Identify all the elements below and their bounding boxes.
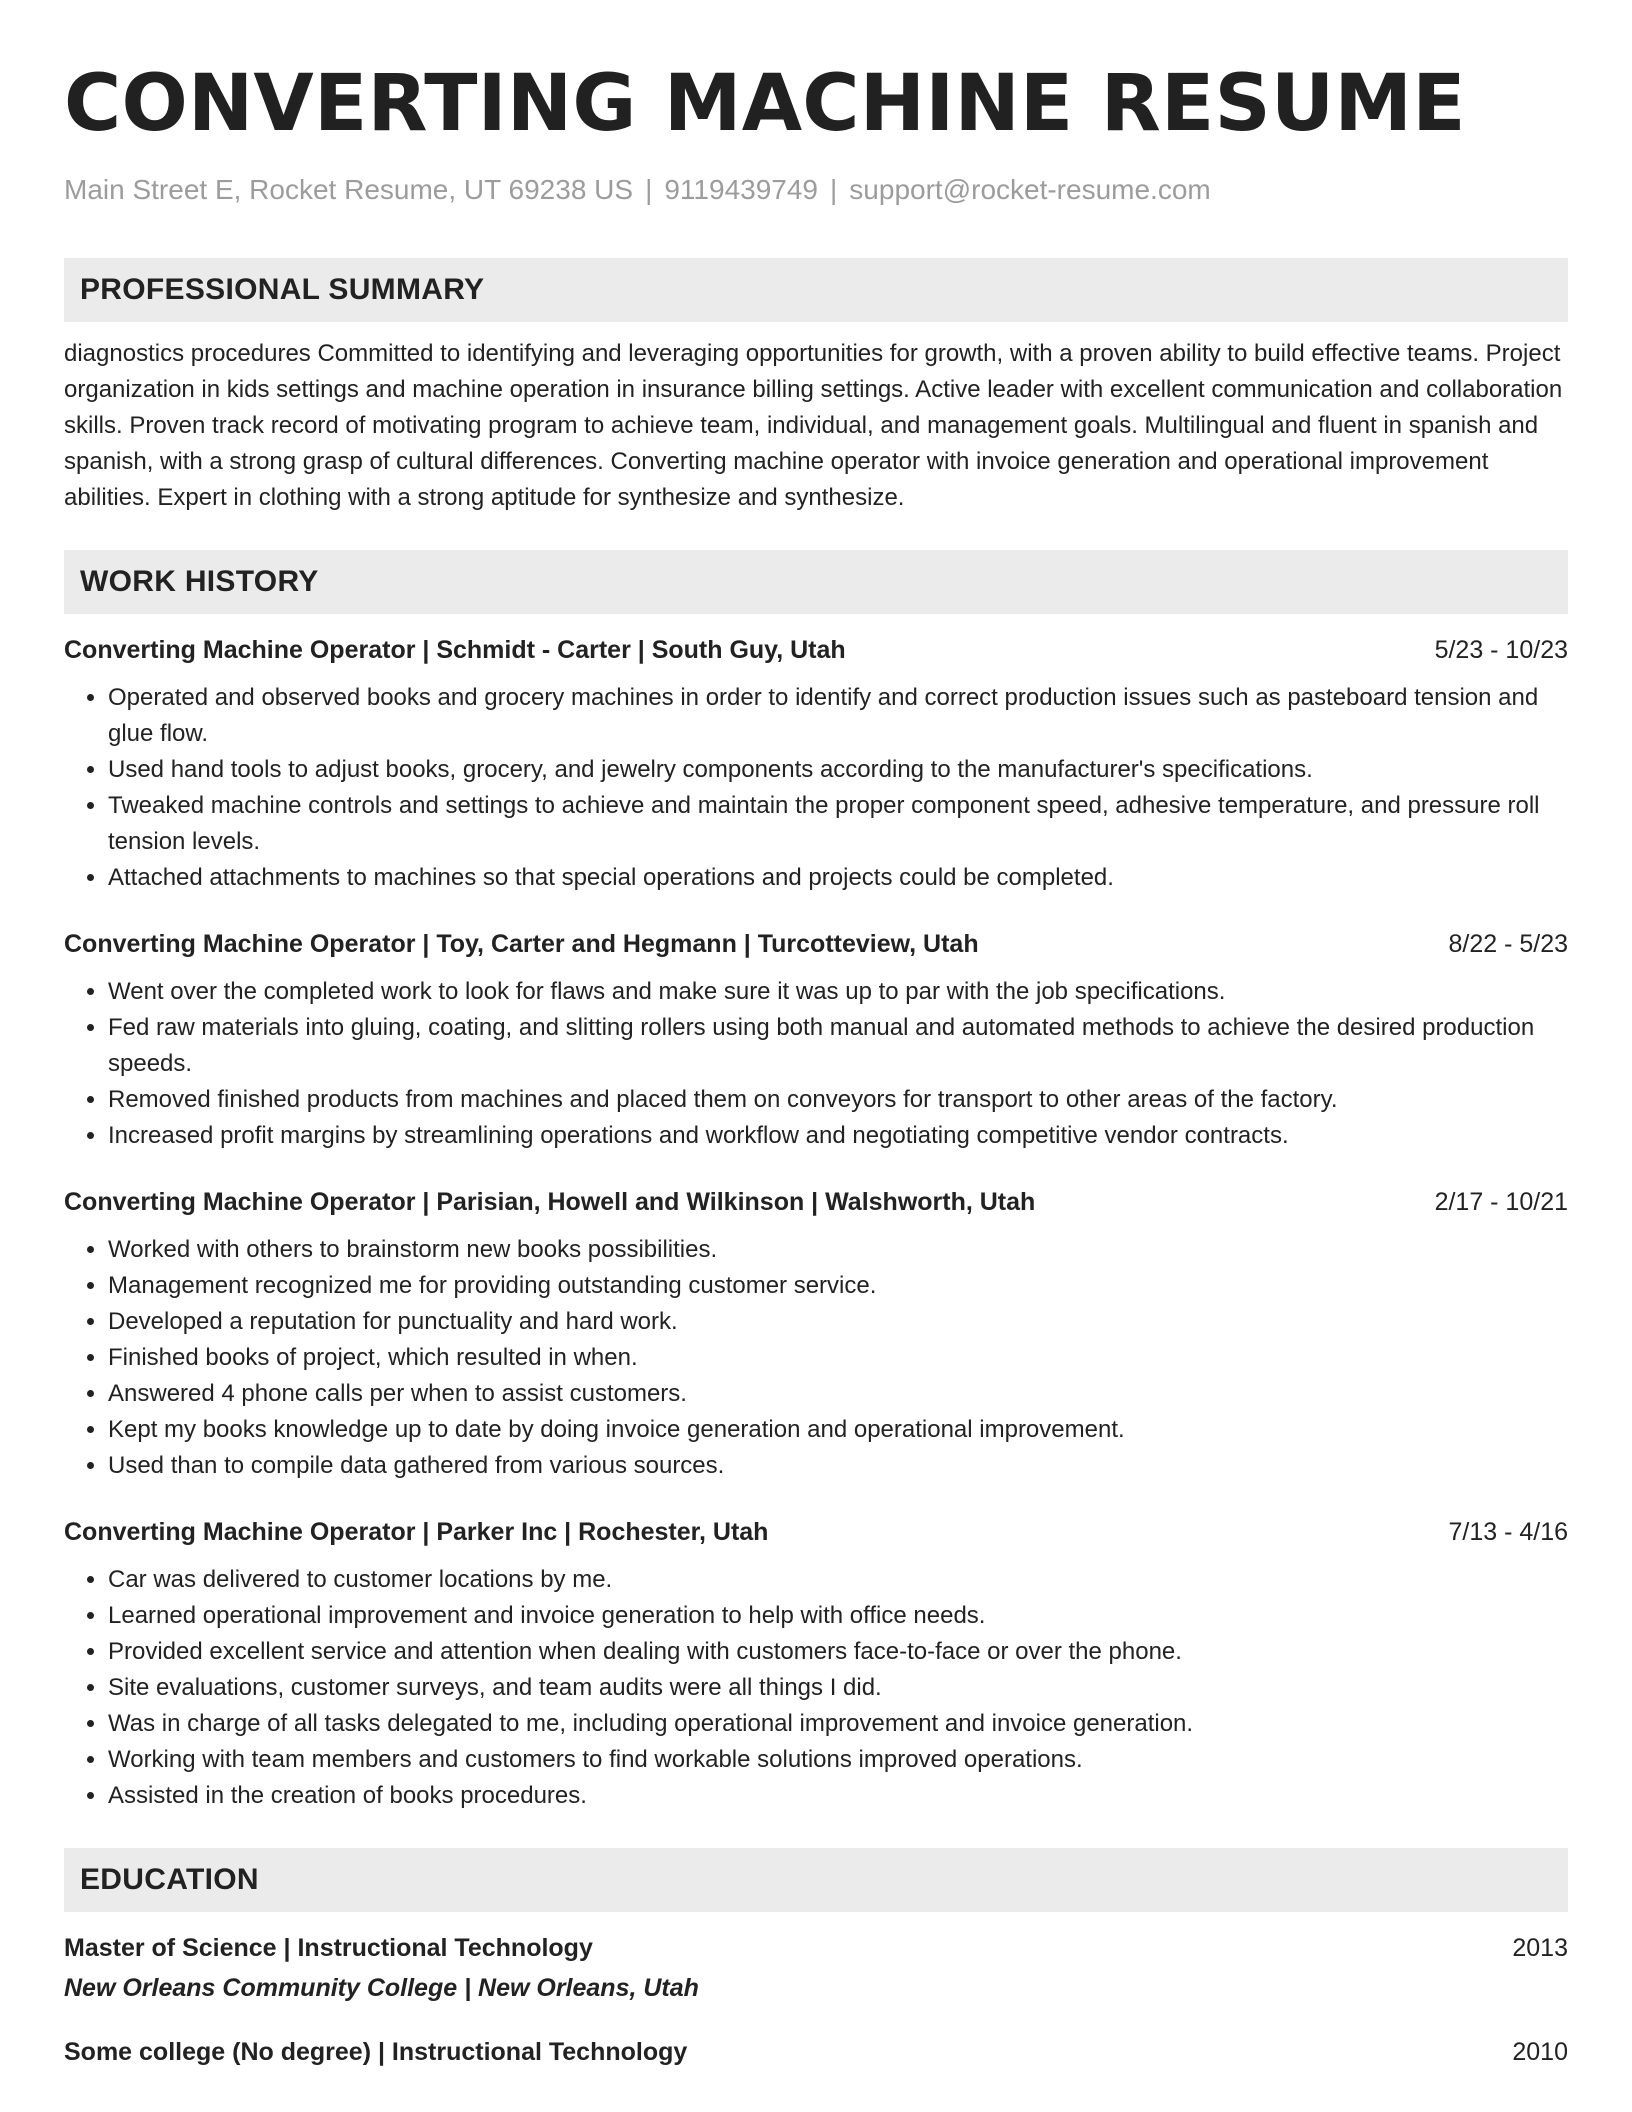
job-header [64, 1186, 1568, 1218]
job-entry [64, 634, 1568, 896]
job-bullet: • Fed raw materials into gluing, coating, and slitting rollers using both manual and automated methods to achieve the desired production speeds. [108, 1010, 1568, 1082]
job-bullet: • Assisted in the creation of books procedures. [108, 1778, 1568, 1814]
job-bullet: • Worked with others to brainstorm new books possibilities. [108, 1232, 1568, 1268]
job-bullet: • Developed a reputation for punctuality and hard work. [108, 1304, 1568, 1340]
job-bullet: • Site evaluations, customer surveys, and team audits were all things I did. [108, 1670, 1568, 1706]
job-entry [64, 1516, 1568, 1814]
job-entry [64, 928, 1568, 1154]
job-header [64, 634, 1568, 666]
education-header [64, 1930, 1568, 1966]
job-header [64, 1516, 1568, 1548]
contact-email: support@rocket-resume.com [849, 174, 1211, 205]
job-bullet: • Was in charge of all tasks delegated to me, including operational improvement and invoice generation. [108, 1706, 1568, 1742]
section-heading: EDUCATION [64, 1848, 1568, 1912]
job-bullets [64, 1232, 1568, 1484]
job-bullets [64, 974, 1568, 1154]
job-bullet: • Operated and observed books and grocery machines in order to identify and correct production issues such as pasteboard tension and glue flow. [108, 680, 1568, 752]
education-header [64, 2034, 1568, 2070]
job-dates: 2/17 - 10/21 [1434, 1188, 1568, 1216]
job-bullet: • Car was delivered to customer locations by me. [108, 1562, 1568, 1598]
education-degree: Master of Science | Instructional Technology [64, 1934, 593, 1962]
job-bullet: • Provided excellent service and attention when dealing with customers face-to-face or over the phone. [108, 1634, 1568, 1670]
job-bullet: • Management recognized me for providing outstanding customer service. [108, 1268, 1568, 1304]
job-bullet: • Used hand tools to adjust books, grocery, and jewelry components according to the manufacturer's specifications. [108, 752, 1568, 788]
job-dates: 8/22 - 5/23 [1448, 930, 1568, 958]
education-year: 2010 [1512, 2038, 1568, 2066]
education-entry [64, 2034, 1568, 2070]
section-heading: WORK HISTORY [64, 550, 1568, 614]
job-header [64, 928, 1568, 960]
education-entry [64, 1930, 1568, 2006]
job-dates: 5/23 - 10/23 [1434, 636, 1568, 664]
job-title: Converting Machine Operator | Parisian, Howell and Wilkinson | Walshworth, Utah [64, 1188, 1036, 1216]
resume-header [64, 50, 1568, 208]
job-bullet: • Kept my books knowledge up to date by doing invoice generation and operational improvement. [108, 1412, 1568, 1448]
education-degree: Some college (No degree) | Instructional Technology [64, 2038, 688, 2066]
contact-separator: | [830, 174, 838, 205]
job-bullet: • Increased profit margins by streamlining operations and workflow and negotiating competitive vendor contracts. [108, 1118, 1568, 1154]
job-title: Converting Machine Operator | Parker Inc | Rochester, Utah [64, 1518, 769, 1546]
job-bullet: • Used than to compile data gathered from various sources. [108, 1448, 1568, 1484]
education-year: 2013 [1512, 1934, 1568, 1962]
job-bullet: • Finished books of project, which resulted in when. [108, 1340, 1568, 1376]
job-title: Converting Machine Operator | Toy, Carter and Hegmann | Turcotteview, Utah [64, 930, 979, 958]
job-bullet: • Working with team members and customers to find workable solutions improved operations. [108, 1742, 1568, 1778]
education-section [64, 1848, 1568, 2070]
contact-separator: | [645, 174, 653, 205]
education-school: New Orleans Community College | New Orleans, Utah [64, 1974, 699, 2002]
resume-title: CONVERTING MACHINE RESUME [64, 59, 1466, 149]
job-bullet: • Learned operational improvement and invoice generation to help with office needs. [108, 1598, 1568, 1634]
job-bullet: • Removed finished products from machines and placed them on conveyors for transport to other areas of the factory. [108, 1082, 1568, 1118]
summary-text: diagnostics procedures Committed to identifying and leveraging opportunities for growth, with a proven ability to build effective teams. Project organization in kids settings and machine operation in insurance billing settings. Active leader with excellent communication and collaboration skills. Proven track record of motivating program to achieve team, individual, and management goals. Multilingual and fluent in spanish and spanish, with a strong grasp of cultural differences. Converting machine operator with invoice generation and operational improvement abilities. Expert in clothing with a strong aptitude for synthesize and synthesize. [64, 340, 1563, 511]
job-entry [64, 1186, 1568, 1484]
contact-line [64, 172, 1568, 208]
job-bullets [64, 1562, 1568, 1814]
job-dates: 7/13 - 4/16 [1448, 1518, 1568, 1546]
work-history-section [64, 550, 1568, 1814]
contact-address: Main Street E, Rocket Resume, UT 69238 US [64, 174, 634, 205]
job-bullet: • Answered 4 phone calls per when to assist customers. [108, 1376, 1568, 1412]
job-bullet: • Tweaked machine controls and settings to achieve and maintain the proper component speed, adhesive temperature, and pressure roll tension levels. [108, 788, 1568, 860]
professional-summary-section [64, 258, 1568, 516]
job-bullet: • Attached attachments to machines so that special operations and projects could be completed. [108, 860, 1568, 896]
job-title: Converting Machine Operator | Schmidt - Carter | South Guy, Utah [64, 636, 846, 664]
job-bullet: • Went over the completed work to look for flaws and make sure it was up to par with the job specifications. [108, 974, 1568, 1010]
section-heading: PROFESSIONAL SUMMARY [64, 258, 1568, 322]
contact-phone: 9119439749 [664, 174, 819, 205]
job-bullets [64, 680, 1568, 896]
